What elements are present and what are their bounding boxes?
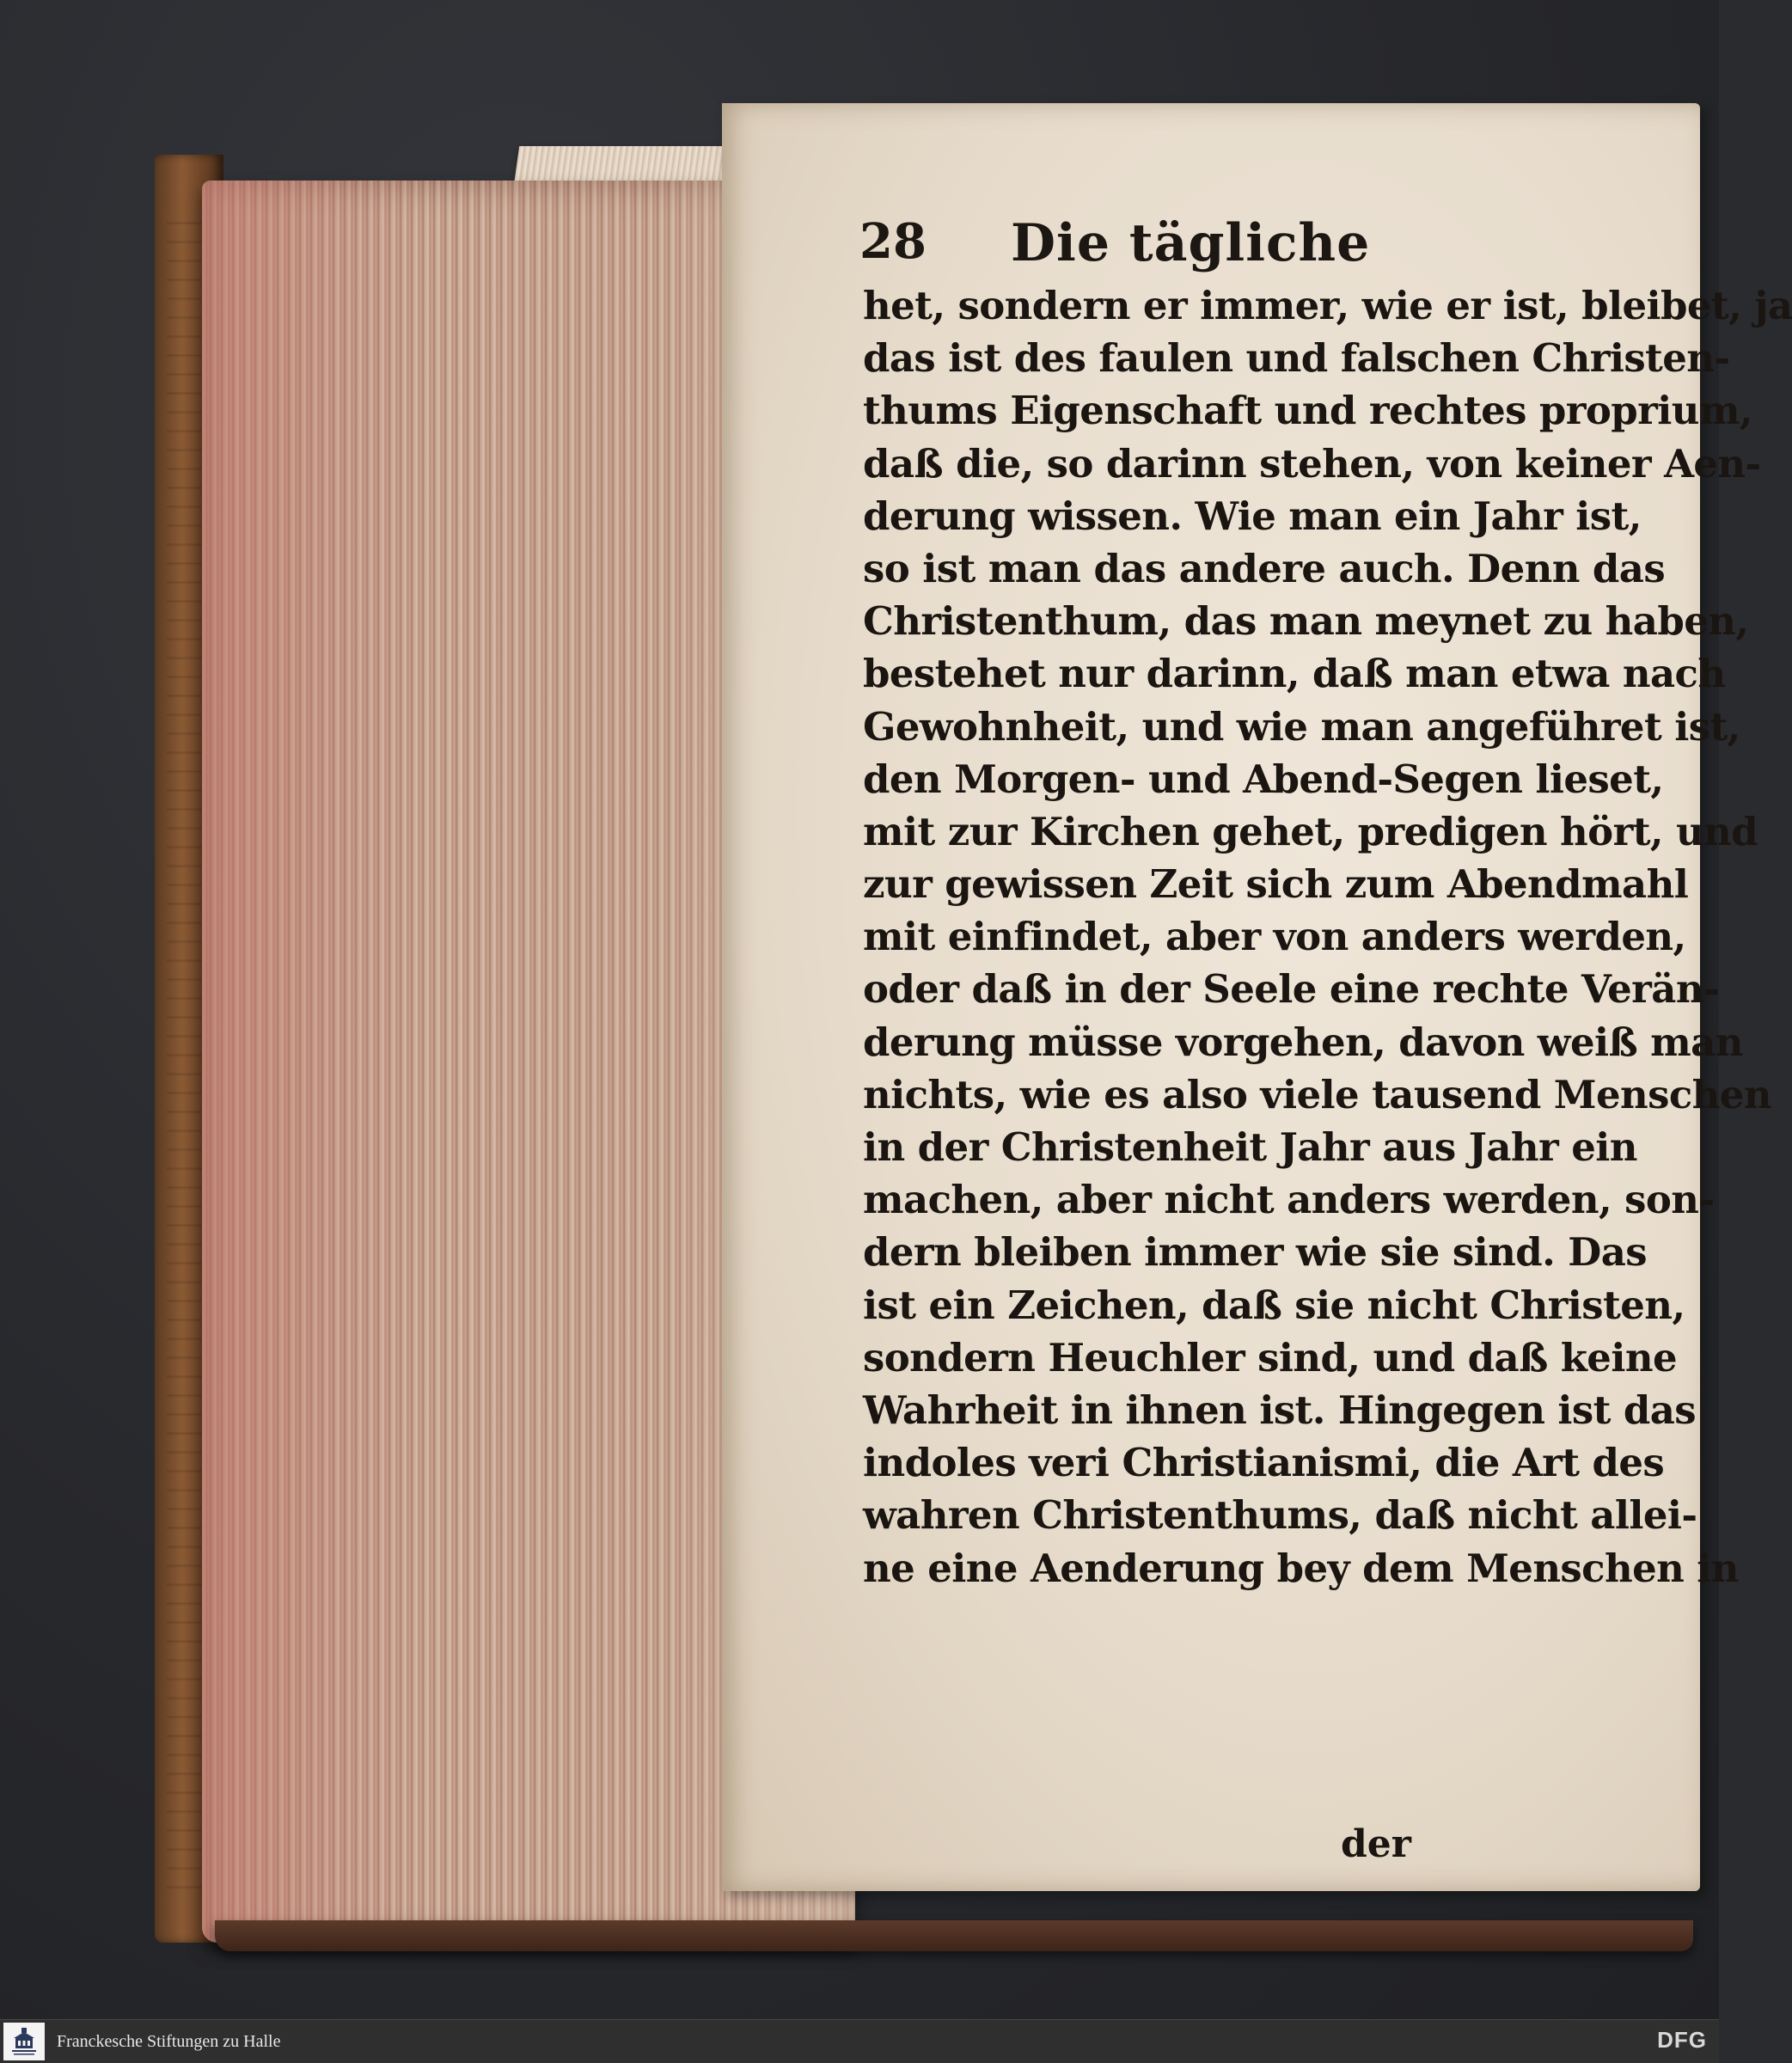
body-text xyxy=(863,279,1792,1595)
text-line: het, sondern er immer, wie er ist, bleibet, ja xyxy=(863,283,1792,328)
text-line: thums Eigenschaft und rechtes proprium, xyxy=(863,388,1752,434)
text-line: daß die, so darinn stehen, von keiner Aen- xyxy=(863,440,1761,487)
running-head: Die tägliche xyxy=(1011,213,1371,273)
foundation-building-icon[interactable] xyxy=(3,2023,45,2060)
text-line: bestehet nur darinn, daß man etwa nach xyxy=(863,651,1726,697)
cover-board-bottom xyxy=(215,1920,1693,1951)
text-line: das ist des faulen und falschen Christen- xyxy=(863,335,1730,382)
text-line: sondern Heuchler sind, und daß keine xyxy=(863,1334,1677,1380)
text-line: so ist man das andere auch. Denn das xyxy=(863,545,1666,591)
printed-page xyxy=(722,103,1792,1891)
text-line: ne eine Aenderung bey dem Menschen in xyxy=(863,1545,1739,1591)
text-line: Gewohnheit, und wie man angeführet ist, xyxy=(863,703,1740,750)
text-line: dern bleiben immer wie sie sind. Das xyxy=(863,1229,1647,1276)
catchword: der xyxy=(1341,1822,1411,1866)
text-line: derung müsse vorgehen, davon weiß man xyxy=(863,1019,1743,1065)
page-number: 28 xyxy=(859,213,927,270)
text-line: Christenthum, das man meynet zu haben, xyxy=(863,598,1749,645)
text-line: wahren Christenthums, daß nicht allei- xyxy=(863,1492,1697,1539)
text-line: ist ein Zeichen, daß sie nicht Christen, xyxy=(863,1282,1685,1328)
text-line: nichts, wie es also viele tausend Menschen xyxy=(863,1071,1771,1117)
text-line: oder daß in der Seele eine rechte Verän- xyxy=(863,966,1720,1013)
text-line: machen, aber nicht anders werden, son- xyxy=(863,1177,1715,1223)
foundation-logo-graphic xyxy=(9,2026,39,2057)
text-line: mit einfindet, aber von anders werden, xyxy=(863,914,1686,960)
text-line: in der Christenheit Jahr aus Jahr ein xyxy=(863,1124,1637,1170)
text-line: indoles veri Christianismi, die Art des xyxy=(863,1440,1665,1486)
text-line: zur gewissen Zeit sich zum Abendmahl xyxy=(863,861,1689,908)
institution-name[interactable]: Franckesche Stiftungen zu Halle xyxy=(57,2031,281,2051)
archive-footer-bar xyxy=(0,2019,1719,2063)
text-line: mit zur Kirchen gehet, predigen hört, und xyxy=(863,808,1758,854)
text-line: Wahrheit in ihnen ist. Hingegen ist das xyxy=(863,1387,1697,1433)
dfg-logo: DFG xyxy=(1657,2027,1707,2053)
text-line: den Morgen- und Abend-Segen lieset, xyxy=(863,756,1664,802)
text-line: derung wissen. Wie man ein Jahr ist, xyxy=(863,493,1642,539)
